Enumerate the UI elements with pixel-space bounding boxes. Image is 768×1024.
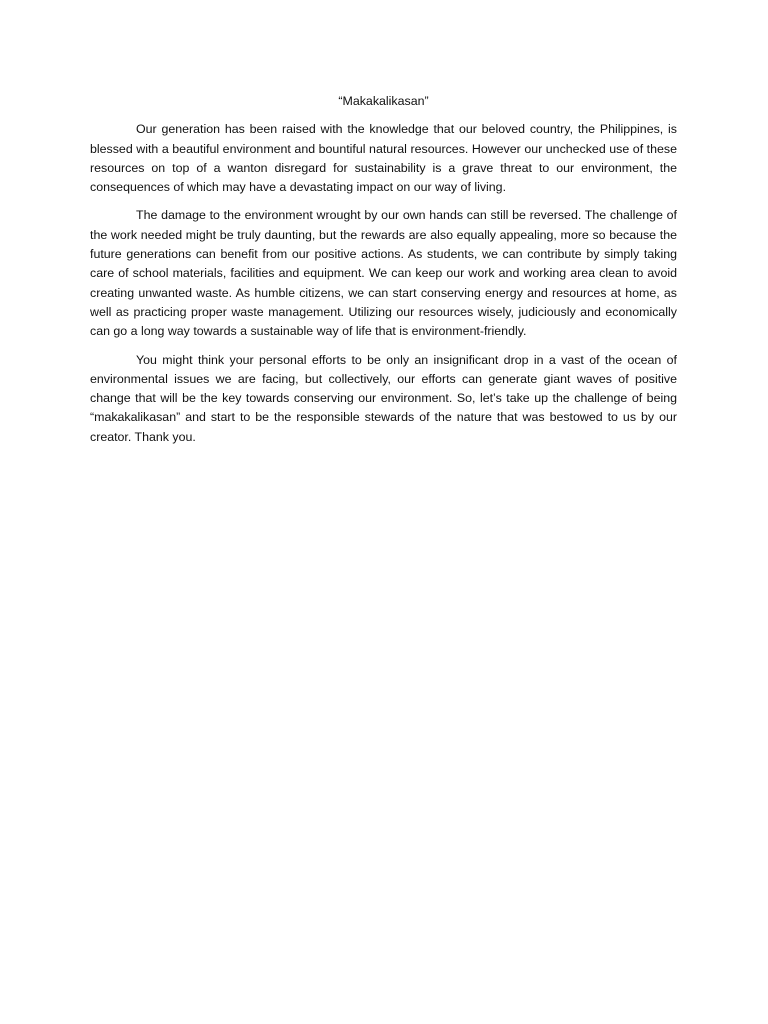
paragraph-3: You might think your personal efforts to be only an insignificant drop in a vast of the ocean of environmental issues we are facing, but collectively, our efforts can generate giant waves of positive change that will be the key towards conserving our environment. So, let’s take up the challenge of being “makakalikasan” and start to be the responsible stewards of the nature that was bestowed to us by our creator. Thank you.: [90, 352, 677, 444]
document-body: [90, 92, 677, 456]
paragraph-2: The damage to the environment wrought by our own hands can still be reversed. The challenge of the work needed might be truly daunting, but the rewards are also equally appealing, more so because the future generations can benefit from our positive actions. As students, we can contribute by simply taking care of school materials, facilities and equipment. We can keep our work and working area clean to avoid creating unwanted waste. As humble citizens, we can start conserving energy and resources at home, as well as practicing proper waste management. Utilizing our resources wisely, judiciously and economically can go a long way towards a sustainable way of life that is environment-friendly.: [90, 208, 677, 339]
paragraph-1: Our generation has been raised with the knowledge that our beloved country, the Philippines, is blessed with a beautiful environment and bountiful natural resources. However our unchecked use of these resources on top of a wanton disregard for sustainability is a grave threat to our environment, the consequences of which may have a devastating impact on our way of living.: [90, 122, 677, 195]
document-title: “Makakalikasan”: [338, 94, 429, 108]
